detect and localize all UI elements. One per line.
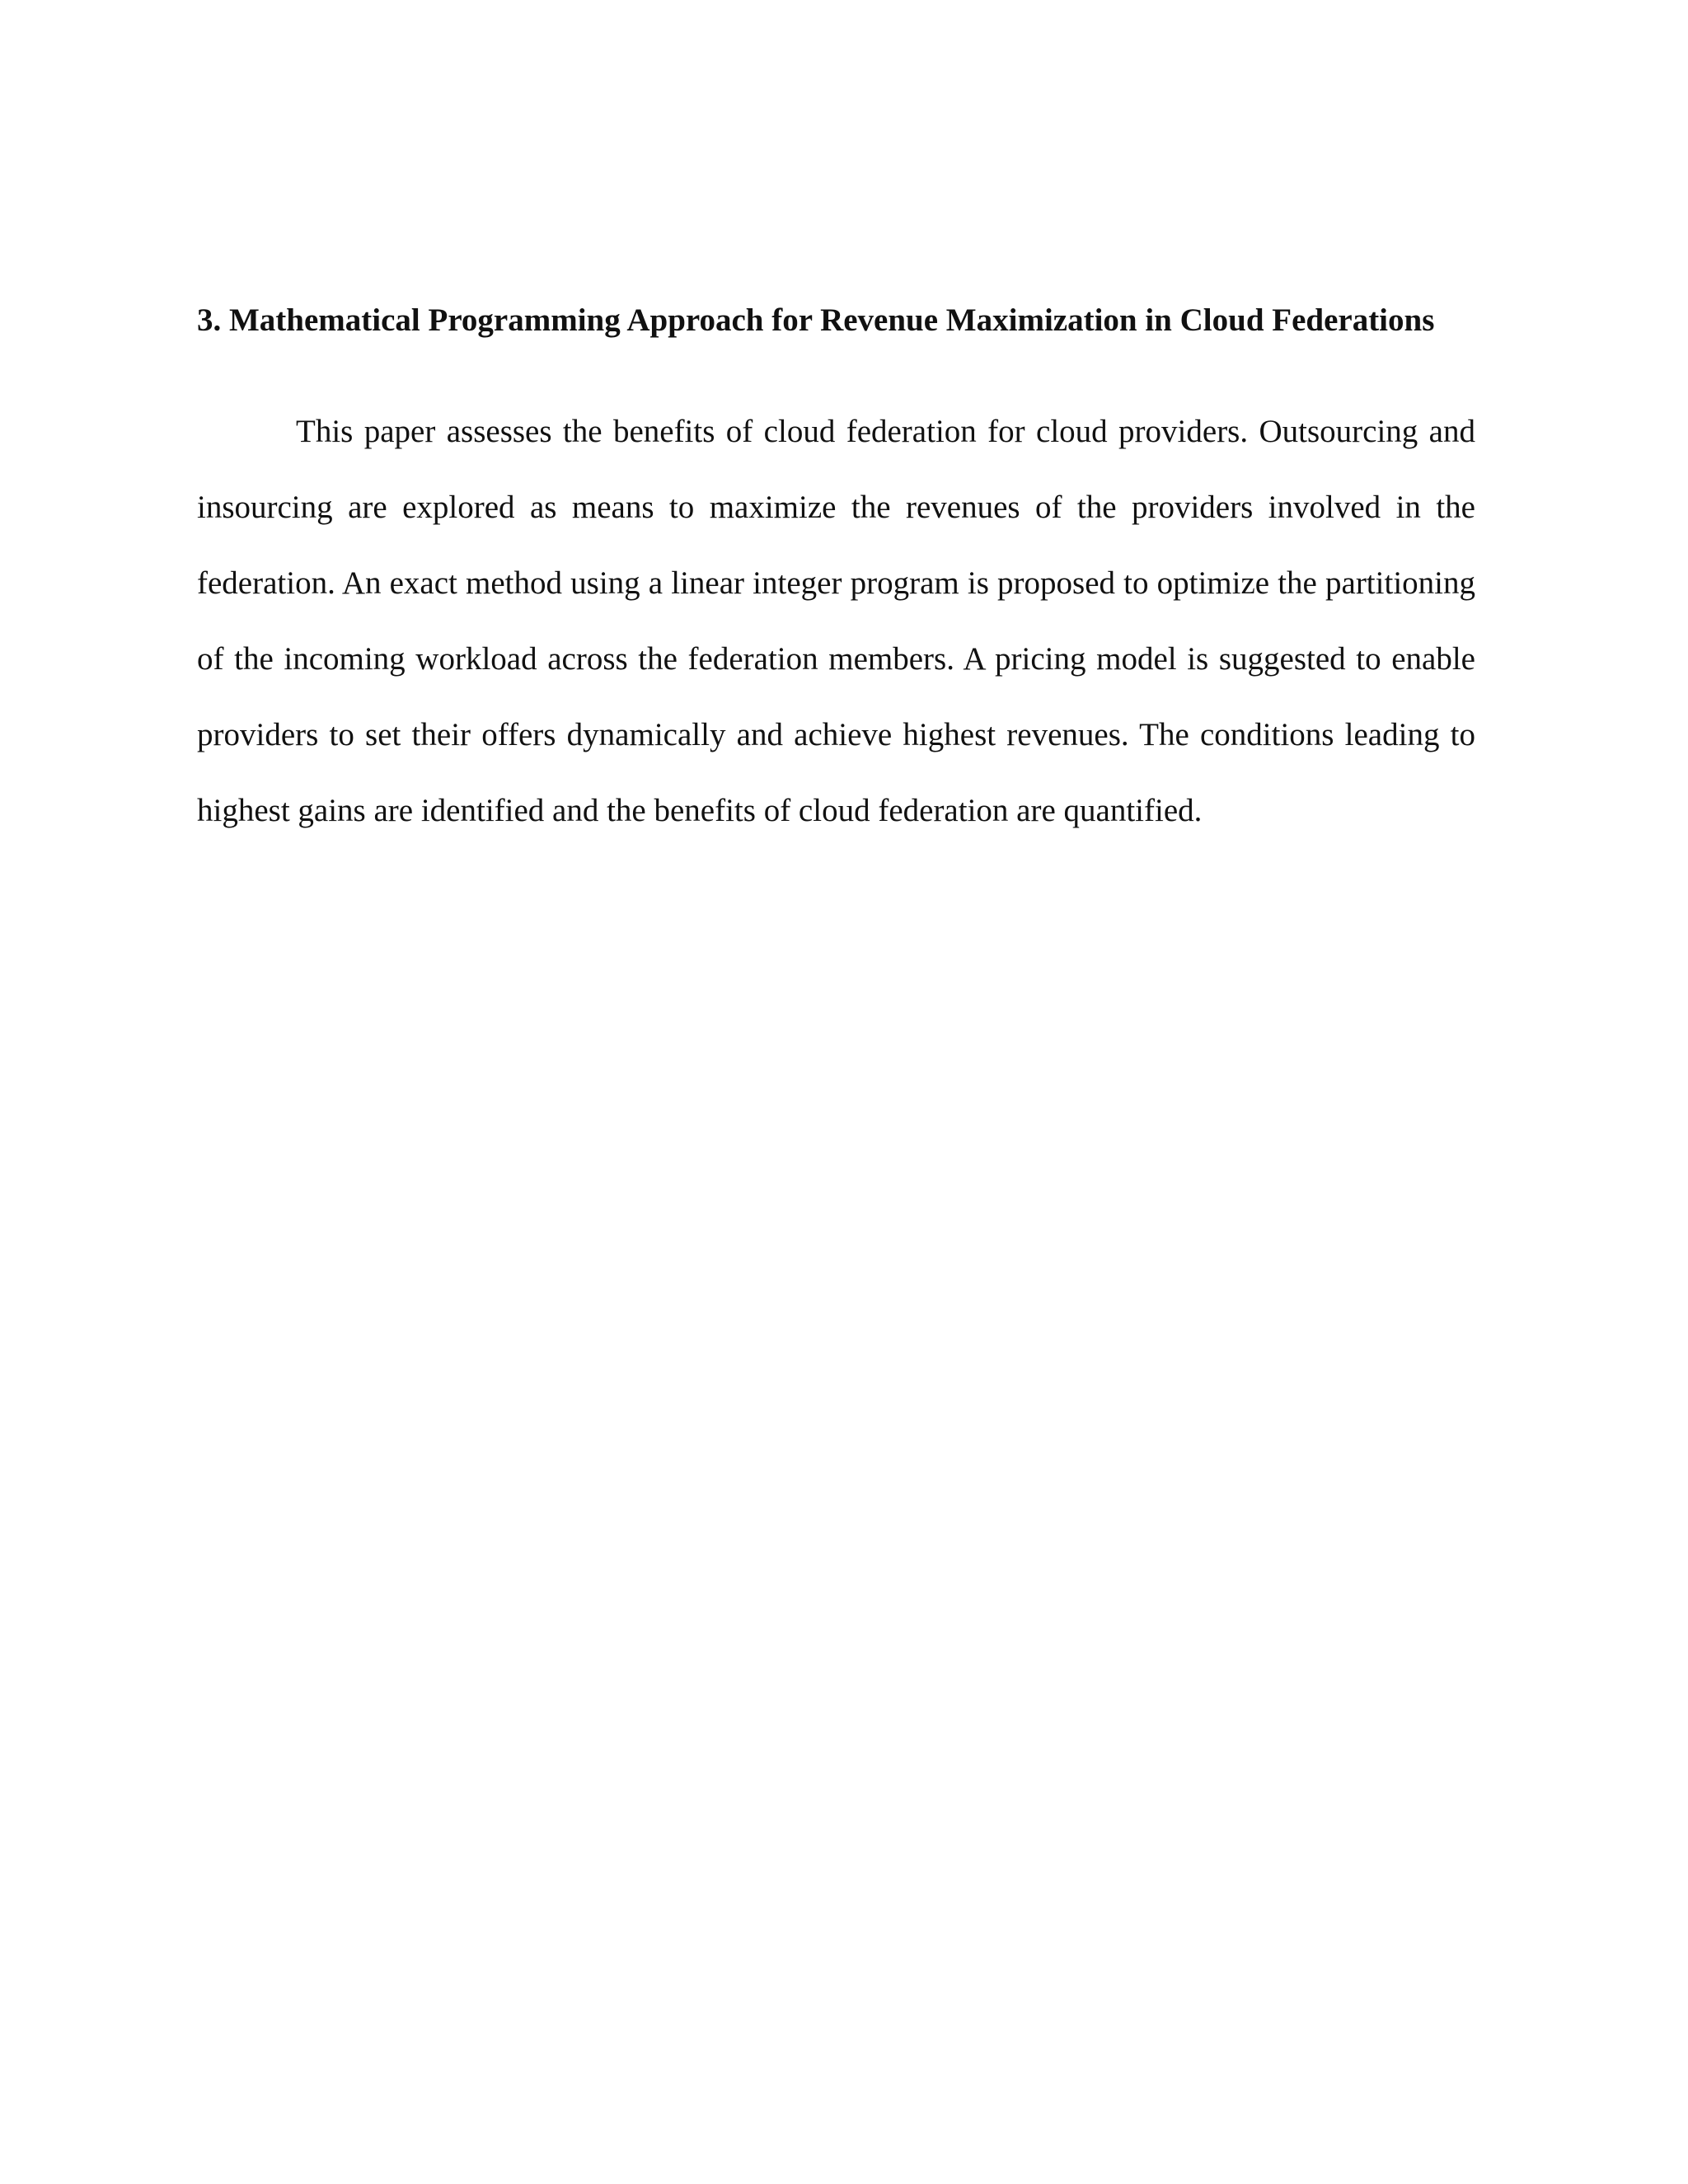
section-number: 3. [197,302,222,338]
section-heading [197,298,1516,343]
body-paragraph: This paper assesses the benefits of cloud federation for cloud providers. Outsourcing and insourcing are explored as means to maximize the revenues of the providers involved in the federation. An exact method using a linear integer program is proposed to optimize the partitioning of the incoming workload across the federation members. A pricing model is suggested to enable providers to set their offers dynamically and achieve highest revenues. The conditions leading to highest gains are identified and the benefits of cloud federation are quantified. [197,414,1475,828]
section-title: Mathematical Programming Approach for Revenue Maximization in Cloud Federations [229,302,1435,338]
